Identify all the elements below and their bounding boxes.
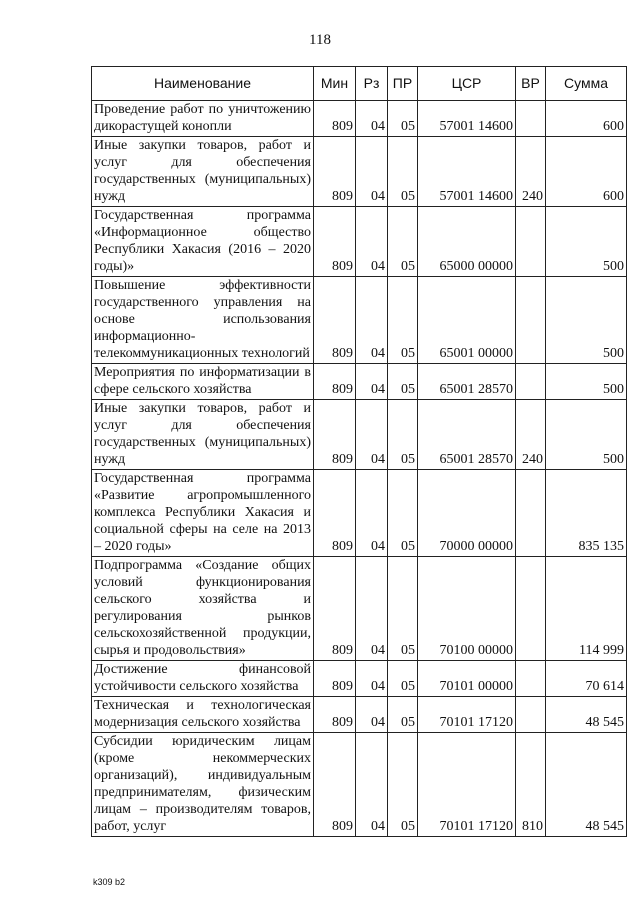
row-csr: 65001 28570	[418, 364, 516, 400]
header-sum: Сумма	[546, 67, 627, 101]
row-csr: 70101 17120	[418, 733, 516, 837]
table-row	[92, 137, 627, 207]
row-rz: 04	[356, 697, 388, 733]
row-vr: 240	[516, 400, 546, 470]
row-csr: 70100 00000	[418, 557, 516, 661]
row-csr: 65001 00000	[418, 277, 516, 364]
header-vr: ВР	[516, 67, 546, 101]
row-min: 809	[314, 470, 356, 557]
row-vr: 810	[516, 733, 546, 837]
row-name: Проведение работ по уничтожению дикорастущей конопли	[92, 101, 314, 137]
row-min: 809	[314, 733, 356, 837]
table-row	[92, 400, 627, 470]
row-name: Достижение финансовой устойчивости сельского хозяйства	[92, 661, 314, 697]
row-vr	[516, 101, 546, 137]
row-rz: 04	[356, 470, 388, 557]
table-row	[92, 733, 627, 837]
row-rz: 04	[356, 101, 388, 137]
table-row	[92, 697, 627, 733]
row-pr: 05	[388, 733, 418, 837]
row-sum: 500	[546, 400, 627, 470]
row-pr: 05	[388, 137, 418, 207]
table-row	[92, 557, 627, 661]
table-row	[92, 277, 627, 364]
row-rz: 04	[356, 277, 388, 364]
row-vr	[516, 661, 546, 697]
row-min: 809	[314, 364, 356, 400]
row-min: 809	[314, 400, 356, 470]
row-name: Субсидии юридическим лицам (кроме некоммерческих организаций), индивидуальным предпринимателям, физическим лицам – производителям товаров, работ, услуг	[92, 733, 314, 837]
row-csr: 57001 14600	[418, 101, 516, 137]
budget-table	[91, 66, 627, 837]
row-vr	[516, 557, 546, 661]
row-min: 809	[314, 101, 356, 137]
row-csr: 65000 00000	[418, 207, 516, 277]
row-vr	[516, 470, 546, 557]
row-rz: 04	[356, 661, 388, 697]
row-csr: 70000 00000	[418, 470, 516, 557]
row-csr: 70101 00000	[418, 661, 516, 697]
table-row	[92, 364, 627, 400]
row-name: Подпрограмма «Создание общих условий функционирования сельского хозяйства и регулирования рынков сельскохозяйственной продукции, сырья и продовольствия»	[92, 557, 314, 661]
row-name: Иные закупки товаров, работ и услуг для обеспечения государственных (муниципальных) нужд	[92, 137, 314, 207]
row-pr: 05	[388, 101, 418, 137]
row-rz: 04	[356, 364, 388, 400]
row-sum: 48 545	[546, 697, 627, 733]
header-csr: ЦСР	[418, 67, 516, 101]
row-pr: 05	[388, 697, 418, 733]
row-name: Государственная программа «Развитие агропромышленного комплекса Республики Хакасия и социальной сферы на селе на 2013 – 2020 годы»	[92, 470, 314, 557]
header-name: Наименование	[92, 67, 314, 101]
row-sum: 600	[546, 101, 627, 137]
row-name: Техническая и технологическая модернизация сельского хозяйства	[92, 697, 314, 733]
row-vr	[516, 277, 546, 364]
row-vr	[516, 207, 546, 277]
row-name: Мероприятия по информатизации в сфере сельского хозяйства	[92, 364, 314, 400]
table-row	[92, 101, 627, 137]
row-pr: 05	[388, 470, 418, 557]
row-pr: 05	[388, 207, 418, 277]
row-csr: 57001 14600	[418, 137, 516, 207]
row-sum: 500	[546, 277, 627, 364]
row-vr: 240	[516, 137, 546, 207]
row-vr	[516, 697, 546, 733]
row-sum: 600	[546, 137, 627, 207]
header-min: Мин	[314, 67, 356, 101]
row-name: Государственная программа «Информационное общество Республики Хакасия (2016 – 2020 годы)»	[92, 207, 314, 277]
row-rz: 04	[356, 400, 388, 470]
table-row	[92, 207, 627, 277]
row-min: 809	[314, 661, 356, 697]
row-name: Иные закупки товаров, работ и услуг для обеспечения государственных (муниципальных) нужд	[92, 400, 314, 470]
row-pr: 05	[388, 557, 418, 661]
row-pr: 05	[388, 400, 418, 470]
row-csr: 70101 17120	[418, 697, 516, 733]
header-pr: ПР	[388, 67, 418, 101]
row-sum: 114 999	[546, 557, 627, 661]
row-min: 809	[314, 207, 356, 277]
header-rz: Рз	[356, 67, 388, 101]
row-name: Повышение эффективности государственного управления на основе использования информационно-телекоммуникационных технологий	[92, 277, 314, 364]
table-row	[92, 661, 627, 697]
footer-code: k309 b2	[93, 877, 126, 887]
row-sum: 48 545	[546, 733, 627, 837]
row-rz: 04	[356, 137, 388, 207]
row-min: 809	[314, 277, 356, 364]
row-rz: 04	[356, 207, 388, 277]
row-csr: 65001 28570	[418, 400, 516, 470]
row-rz: 04	[356, 557, 388, 661]
row-min: 809	[314, 137, 356, 207]
row-pr: 05	[388, 277, 418, 364]
page-number: 118	[309, 32, 331, 48]
row-pr: 05	[388, 364, 418, 400]
row-min: 809	[314, 697, 356, 733]
table-header-row	[92, 67, 627, 101]
row-sum: 70 614	[546, 661, 627, 697]
row-pr: 05	[388, 661, 418, 697]
row-rz: 04	[356, 733, 388, 837]
row-sum: 500	[546, 364, 627, 400]
row-sum: 835 135	[546, 470, 627, 557]
row-vr	[516, 364, 546, 400]
row-min: 809	[314, 557, 356, 661]
row-sum: 500	[546, 207, 627, 277]
table-row	[92, 470, 627, 557]
